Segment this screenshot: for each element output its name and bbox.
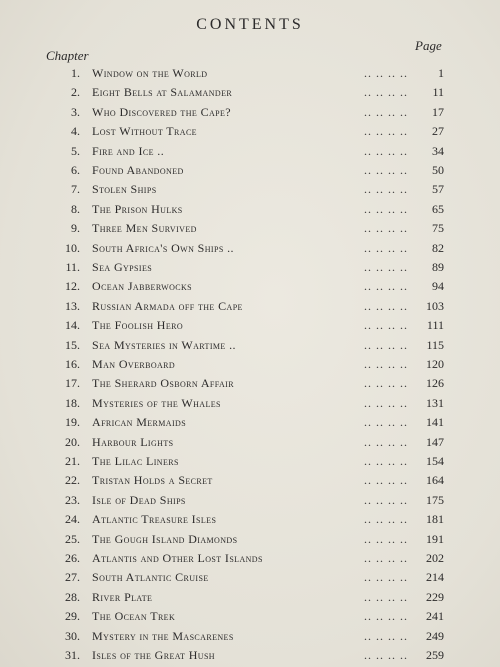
page-number: 111 <box>426 318 444 333</box>
chapter-title: Isle of Dead Ships <box>92 492 186 507</box>
dot-leaders: .. .. .. .. <box>364 163 408 177</box>
dot-leaders: .. .. .. .. <box>364 260 408 274</box>
toc-entry <box>0 646 500 664</box>
toc-entry <box>0 607 500 625</box>
page-number: 241 <box>426 609 444 624</box>
chapter-number: 14. <box>65 318 80 333</box>
page-number: 229 <box>426 589 444 604</box>
chapter-number: 24. <box>65 512 80 527</box>
chapter-number: 27. <box>65 570 80 585</box>
toc-entry <box>0 549 500 567</box>
dot-leaders: .. .. .. .. <box>364 473 408 488</box>
chapter-title: Stolen Ships <box>92 182 157 197</box>
dot-leaders: .. .. .. .. <box>364 551 408 565</box>
chapter-title: The Ocean Trek <box>92 609 176 624</box>
dot-leaders: .. .. .. .. <box>364 240 408 255</box>
dot-leaders: .. .. .. .. <box>364 201 408 216</box>
page-number: 164 <box>426 473 444 488</box>
chapter-number: 29. <box>65 609 80 624</box>
toc-entry <box>0 374 500 392</box>
chapter-number: 21. <box>65 454 80 468</box>
chapter-title: River Plate <box>92 589 153 604</box>
page-number: 249 <box>426 628 444 643</box>
dot-leaders: .. .. .. .. <box>364 124 408 139</box>
dot-leaders: .. .. .. .. <box>364 104 408 119</box>
page-number: 181 <box>426 512 444 527</box>
page-number: 17 <box>432 104 444 119</box>
toc-entry <box>0 627 500 645</box>
toc-entry <box>0 258 500 276</box>
chapter-title: Three Men Survived <box>92 221 197 236</box>
chapter-number: 20. <box>65 434 80 449</box>
chapter-title: The Gough Island Diamonds <box>92 531 238 546</box>
chapter-number: 15. <box>65 337 80 352</box>
dot-leaders: .. .. .. .. <box>364 609 408 624</box>
chapter-number: 19. <box>65 415 80 430</box>
chapter-number: 7. <box>71 182 80 197</box>
chapter-title: South Africa's Own Ships .. <box>92 240 234 255</box>
page-number: 103 <box>426 298 444 313</box>
toc-entry <box>0 530 500 548</box>
chapter-title: Atlantic Treasure Isles <box>92 512 217 527</box>
chapter-title: Isles of the Great Hush <box>92 648 215 662</box>
chapter-number: 23. <box>65 492 80 507</box>
toc-entry <box>0 336 500 354</box>
toc-entry <box>0 491 500 509</box>
dot-leaders: .. .. .. .. <box>364 143 408 158</box>
dot-leaders: .. .. .. .. <box>364 298 408 313</box>
chapter-title: Ocean Jabberwocks <box>92 279 193 294</box>
toc-entry <box>0 64 500 82</box>
chapter-number: 25. <box>65 531 80 546</box>
dot-leaders: .. .. .. .. <box>364 492 408 507</box>
page-number: 141 <box>426 415 444 430</box>
chapter-title: Atlantis and Other Lost Islands <box>92 551 263 565</box>
dot-leaders: .. .. .. .. <box>364 628 408 643</box>
dot-leaders: .. .. .. .. <box>364 570 408 585</box>
chapter-title: Sea Mysteries in Wartime .. <box>92 337 236 352</box>
chapter-title: Sea Gypsies <box>92 260 153 274</box>
chapter-number: 13. <box>65 298 80 313</box>
page-number: 1 <box>438 66 444 80</box>
chapter-number: 30. <box>65 628 80 643</box>
chapter-title: Window on the World <box>92 66 208 80</box>
page-number: 154 <box>426 454 444 468</box>
toc-entry <box>0 355 500 373</box>
toc-entry <box>0 161 500 179</box>
toc-entry <box>0 568 500 586</box>
chapter-title: African Mermaids <box>92 415 187 430</box>
chapter-title: Mystery in the Mascarenes <box>92 628 234 643</box>
page-number: 65 <box>432 201 444 216</box>
chapter-number: 16. <box>65 357 80 371</box>
chapter-title: The Lilac Liners <box>92 454 179 468</box>
chapter-number: 5. <box>71 143 80 158</box>
page-number: 191 <box>426 531 444 546</box>
chapter-number: 22. <box>65 473 80 488</box>
dot-leaders: .. .. .. .. <box>364 648 408 662</box>
dot-leaders: .. .. .. .. <box>364 454 408 468</box>
chapter-title: Tristan Holds a Secret <box>92 473 213 488</box>
page-number: 57 <box>432 182 444 197</box>
page-number: 259 <box>426 648 444 662</box>
dot-leaders: .. .. .. .. <box>364 376 408 391</box>
chapter-title: The Sherard Osborn Affair <box>92 376 234 391</box>
chapter-number: 10. <box>65 240 80 255</box>
page-number: 126 <box>426 376 444 391</box>
page-column-header: Page <box>415 38 442 53</box>
page-number: 175 <box>426 492 444 507</box>
page-number: 75 <box>432 221 444 236</box>
chapter-title: Mysteries of the Whales <box>92 395 221 410</box>
toc-entry <box>0 200 500 218</box>
chapter-title: Found Abandoned <box>92 163 184 177</box>
chapter-number: 8. <box>71 201 80 216</box>
chapter-column-header: Chapter <box>46 48 89 63</box>
page-number: 50 <box>432 163 444 177</box>
toc-entry <box>0 122 500 140</box>
toc-entry <box>0 180 500 198</box>
toc-entry <box>0 394 500 412</box>
toc-entry <box>0 142 500 160</box>
toc-entry <box>0 103 500 121</box>
chapter-title: Man Overboard <box>92 357 176 371</box>
chapter-number: 17. <box>65 376 80 391</box>
page-number: 202 <box>426 551 444 565</box>
chapter-number: 12. <box>65 279 80 294</box>
chapter-title: South Atlantic Cruise <box>92 570 209 585</box>
chapter-title: The Foolish Hero <box>92 318 184 333</box>
page-number: 89 <box>432 260 444 274</box>
chapter-number: 4. <box>71 124 80 139</box>
chapter-number: 6. <box>71 163 80 177</box>
dot-leaders: .. .. .. .. <box>364 357 408 371</box>
chapter-number: 28. <box>65 589 80 604</box>
toc-entry <box>0 219 500 237</box>
page-number: 147 <box>426 434 444 449</box>
page-number: 214 <box>426 570 444 585</box>
dot-leaders: .. .. .. .. <box>364 395 408 410</box>
toc-entry <box>0 471 500 489</box>
chapter-title: The Prison Hulks <box>92 201 183 216</box>
dot-leaders: .. .. .. .. <box>364 221 408 236</box>
chapter-number: 9. <box>71 221 80 236</box>
toc-entry <box>0 433 500 451</box>
toc-entry <box>0 588 500 606</box>
chapter-title: Russian Armada off the Cape <box>92 298 243 313</box>
dot-leaders: .. .. .. .. <box>364 85 408 100</box>
dot-leaders: .. .. .. .. <box>364 66 408 80</box>
toc-entry <box>0 239 500 257</box>
toc-entry <box>0 452 500 470</box>
dot-leaders: .. .. .. .. <box>364 415 408 430</box>
toc-entry <box>0 316 500 334</box>
toc-entry <box>0 277 500 295</box>
page-title: CONTENTS <box>196 16 304 33</box>
chapter-number: 26. <box>65 551 80 565</box>
chapter-title: Who Discovered the Cape? <box>92 104 232 119</box>
toc-entry <box>0 413 500 431</box>
dot-leaders: .. .. .. .. <box>364 279 408 294</box>
page-number: 11 <box>432 85 444 100</box>
chapter-number: 1. <box>71 66 80 80</box>
chapter-title: Eight Bells at Salamander <box>92 85 233 100</box>
page-number: 34 <box>432 143 444 158</box>
dot-leaders: .. .. .. .. <box>364 182 408 197</box>
chapter-number: 2. <box>71 85 80 100</box>
page-number: 82 <box>432 240 444 255</box>
page-number: 115 <box>426 337 444 352</box>
page-number: 27 <box>432 124 444 139</box>
dot-leaders: .. .. .. .. <box>364 589 408 604</box>
chapter-number: 3. <box>71 104 80 119</box>
chapter-number: 11. <box>65 260 80 274</box>
chapter-title: Harbour Lights <box>92 434 174 449</box>
dot-leaders: .. .. .. .. <box>364 337 408 352</box>
chapter-number: 31. <box>65 648 80 662</box>
toc-entry <box>0 297 500 315</box>
page-number: 120 <box>426 357 444 371</box>
chapter-title: Lost Without Trace <box>92 124 197 139</box>
dot-leaders: .. .. .. .. <box>364 512 408 527</box>
toc-entry <box>0 83 500 101</box>
dot-leaders: .. .. .. .. <box>364 318 408 333</box>
page-number: 131 <box>426 395 444 410</box>
chapter-title: Fire and Ice .. <box>92 143 165 158</box>
dot-leaders: .. .. .. .. <box>364 531 408 546</box>
dot-leaders: .. .. .. .. <box>364 434 408 449</box>
toc-entry <box>0 510 500 528</box>
page-number: 94 <box>432 279 444 294</box>
chapter-number: 18. <box>65 395 80 410</box>
